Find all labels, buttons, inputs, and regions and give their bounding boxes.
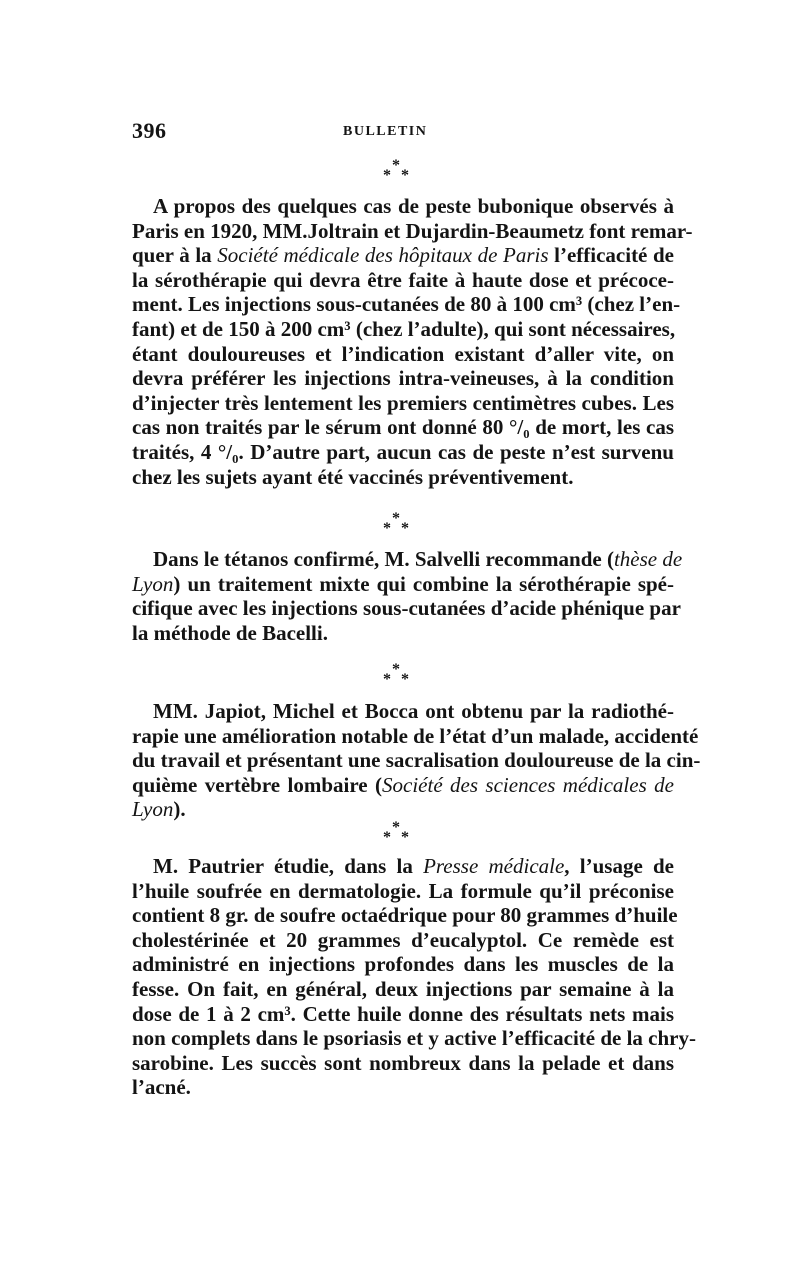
text-run: cifique avec les injections sous-cutanées d’acide phénique par (132, 596, 681, 621)
text-run: la sérothérapie qui devra être faite à haute dose et précoce- (132, 267, 674, 292)
text-line (132, 699, 674, 724)
text-run: cas non traités par le sérum ont donné 80 °/₀ de mort, les cas (132, 415, 674, 440)
text-run: contient 8 gr. de soufre octaédrique pour 80 grammes d’huile (132, 903, 678, 928)
paragraph-tetanus (132, 547, 683, 645)
text-line (132, 928, 674, 953)
text-run: traités, 4 °/₀. D’autre part, aucun cas de peste n’est survenu (132, 439, 674, 464)
text-run: chez les sujets ayant été vaccinés préventivement. (132, 464, 574, 489)
text-run: dose de 1 à 2 cm³. Cette huile donne des résultats nets mais (132, 1001, 674, 1026)
paragraph-sulfur-oil (132, 854, 696, 1100)
text-run: étant douloureuses et l’indication existant d’aller vite, on (132, 341, 674, 366)
text-run: devra préférer les injections intra-veineuses, à la condition (132, 366, 674, 391)
text-line (132, 903, 678, 928)
text-run: administré en injections profondes dans les muscles de la (132, 952, 674, 977)
text-run: sarobine. Les succès sont nombreux dans la pelade et dans (132, 1050, 674, 1075)
text-run: A propos des quelques cas de peste bubonique observés à (153, 194, 674, 218)
text-run: non complets dans le psoriasis et y active l’efficacité de la chry- (132, 1026, 696, 1051)
text-line (132, 621, 674, 646)
asterism-star: * (401, 520, 409, 537)
text-line (132, 440, 674, 465)
text-run: MM. Japiot, Michel et Bocca ont obtenu par la radiothé- (153, 699, 674, 723)
text-line (132, 773, 674, 798)
italic-title: Lyon (132, 797, 174, 822)
asterism-star: * (392, 157, 400, 174)
italic-title: Lyon (132, 571, 174, 596)
text-line (132, 748, 701, 773)
text-run: ment. Les injections sous-cutanées de 80 à 100 cm³ (chez l’en- (132, 292, 681, 317)
italic-title: Société des sciences médicales de (382, 772, 674, 797)
text-run: ) un traitement mixte qui combine la sérothérapie spé- (173, 571, 674, 596)
text-run: M. Pautrier étudie, dans la (153, 854, 424, 878)
asterism-star: * (392, 661, 400, 678)
text-line (132, 1051, 674, 1076)
text-line (132, 596, 681, 621)
text-run: fesse. On fait, en général, deux injections par semaine à la (132, 976, 674, 1001)
page-number: 396 (132, 118, 167, 143)
section-asterism (379, 662, 419, 692)
text-run: Paris en 1920, MM.Joltrain et Dujardin-Beaumetz font remar- (132, 218, 693, 243)
text-run: l’huile soufrée en dermatologie. La formule qu’il préconise (132, 878, 674, 903)
paragraph-radiotherapy (132, 699, 701, 822)
text-line (132, 797, 674, 822)
text-run: , l’usage de (564, 854, 674, 878)
text-run: l’efficacité de (548, 243, 674, 268)
text-run: l’acné. (132, 1075, 191, 1100)
text-line (132, 317, 674, 342)
text-line (132, 547, 683, 572)
asterism-star: * (383, 167, 391, 184)
running-head: BULLETIN (343, 124, 428, 139)
paragraph-plague (132, 194, 693, 489)
text-line (132, 977, 674, 1002)
section-asterism (379, 158, 419, 188)
text-line (132, 952, 674, 977)
text-line (132, 1026, 696, 1051)
asterism-star: * (401, 167, 409, 184)
text-line (132, 1075, 674, 1100)
text-run: d’injecter très lentement les premiers centimètres cubes. Les (132, 390, 674, 415)
asterism-star: * (401, 671, 409, 688)
text-line (132, 243, 674, 268)
asterism-star: * (392, 819, 400, 836)
text-run: du travail et présentant une sacralisation douloureuse de la cin- (132, 748, 701, 773)
section-asterism (379, 820, 419, 850)
text-line (132, 194, 674, 219)
asterism-star: * (383, 520, 391, 537)
text-line (132, 415, 674, 440)
asterism-star: * (383, 671, 391, 688)
text-run: la méthode de Bacelli. (132, 620, 328, 645)
text-run: rapie une amélioration notable de l’état d’un malade, accidenté (132, 723, 699, 748)
section-asterism (379, 511, 419, 541)
text-run: ). (173, 797, 186, 822)
asterism-star: * (401, 829, 409, 846)
text-line (132, 391, 674, 416)
asterism-star: * (383, 829, 391, 846)
text-run: fant) et de 150 à 200 cm³ (chez l’adulte), qui sont nécessaires, (132, 316, 676, 341)
text-run: Dans le tétanos confirmé, M. Salvelli recommande ( (153, 547, 614, 571)
text-line (132, 465, 674, 490)
text-line (132, 342, 674, 367)
italic-title: Presse médicale (423, 854, 565, 878)
text-line (132, 879, 674, 904)
text-line (132, 854, 674, 879)
text-line (132, 1002, 674, 1027)
text-line (132, 572, 674, 597)
text-line (132, 218, 693, 244)
text-line (132, 292, 681, 317)
text-run: quer à la (132, 243, 218, 268)
text-line (132, 366, 674, 391)
text-line (132, 723, 699, 749)
text-line (132, 268, 674, 293)
italic-title: Société médicale des hôpitaux de Paris (217, 243, 549, 268)
text-run: quième vertèbre lombaire ( (132, 772, 383, 797)
asterism-star: * (392, 510, 400, 527)
text-run: cholestérinée et 20 grammes d’eucalyptol. Ce remède est (132, 927, 674, 952)
italic-title: thèse de (613, 547, 683, 571)
